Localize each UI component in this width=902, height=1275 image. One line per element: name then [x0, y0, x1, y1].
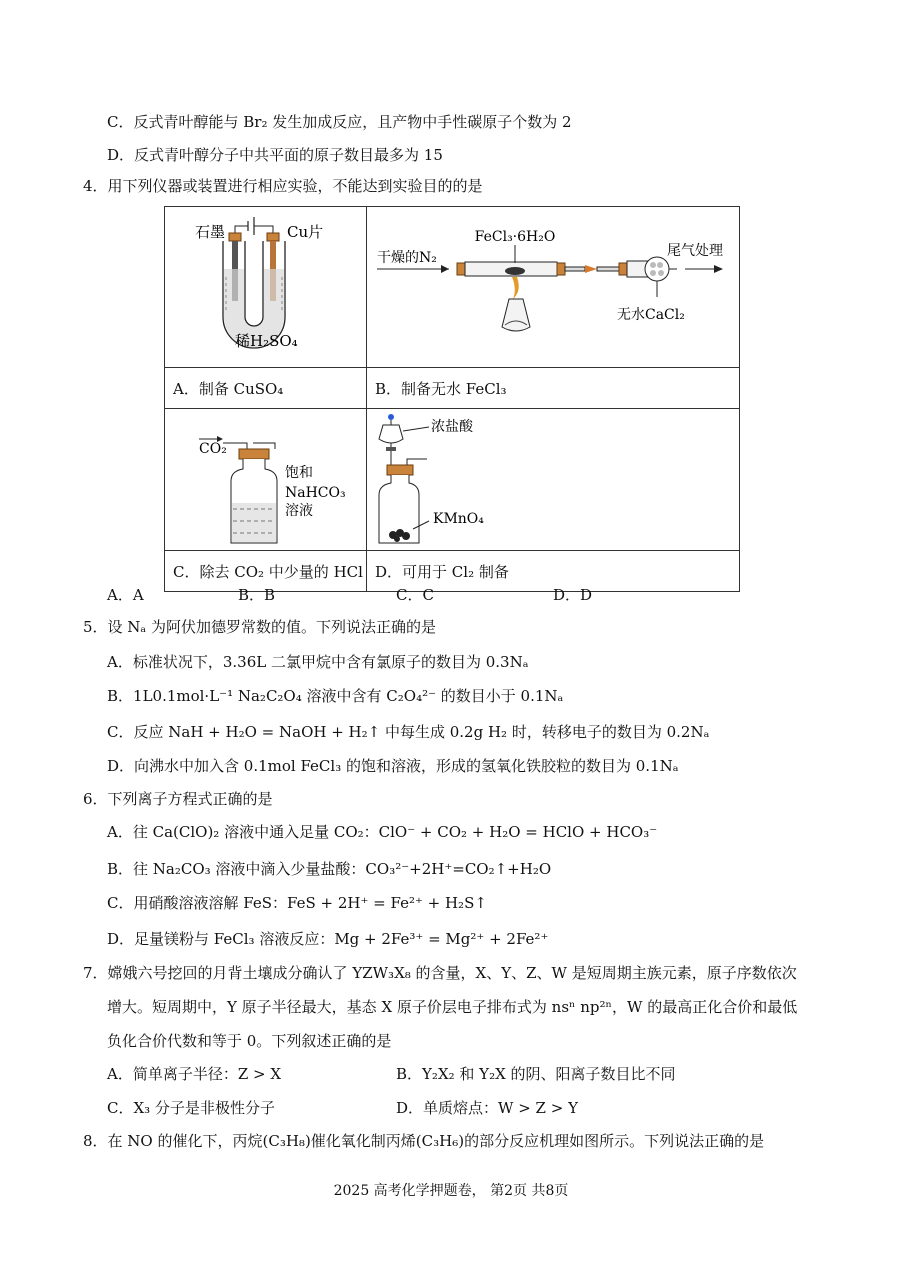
caption-c: C．除去 CO₂ 中少量的 HCl	[165, 551, 367, 592]
label-kmno4: KMnO₄	[433, 511, 484, 527]
electrolysis-u-tube-icon	[165, 207, 366, 363]
q8-stem: 8．在 NO 的催化下，丙烷(C₃H₈)催化氧化制丙烯(C₃H₆)的部分反应机理如图所示。下列说法正确的是	[83, 1132, 765, 1150]
q6-stem: 6．下列离子方程式正确的是	[83, 790, 273, 808]
q6-option-a: A．往 Ca(ClO)₂ 溶液中通入足量 CO₂：ClO⁻ + CO₂ + H₂O = HClO + HCO₃⁻	[107, 823, 658, 841]
apparatus-b-figure	[367, 207, 740, 368]
q4-choice-c: C．C	[396, 586, 434, 604]
caption-d: D．可用于 Cl₂ 制备	[367, 551, 740, 592]
caption-b: B．制备无水 FeCl₃	[367, 368, 740, 409]
q4-choice-a: A．A	[107, 586, 144, 604]
q7-line2: 增大。短周期中，Y 原子半径最大，基态 X 原子价层电子排布式为 nsⁿ np²ⁿ，W 的最高正化合价和最低	[107, 998, 798, 1016]
label-solution: 溶液	[285, 503, 313, 519]
q5-option-b: B．1L0.1mol·L⁻¹ Na₂C₂O₄ 溶液中含有 C₂O₄²⁻ 的数目小于 0.1Nₐ	[107, 687, 564, 705]
label-conc-hcl: 浓盐酸	[431, 419, 473, 435]
q4-stem: 4．用下列仪器或装置进行相应实验，不能达到实验目的的是	[83, 177, 483, 195]
label-fecl3-hydrate: FeCl₃·6H₂O	[474, 229, 556, 245]
apparatus-a-figure	[165, 207, 367, 368]
tube-furnace-icon	[367, 207, 739, 363]
label-dry-n2: 干燥的N₂	[377, 250, 437, 266]
label-anhydrous-cacl2: 无水CaCl₂	[617, 307, 685, 323]
label-dilute-h2so4: 稀H₂SO₄	[235, 332, 298, 350]
caption-a: A．制备 CuSO₄	[165, 368, 367, 409]
q6-option-d: D．足量镁粉与 FeCl₃ 溶液反应：Mg + 2Fe³⁺ = Mg²⁺ + 2Fe²⁺	[107, 930, 549, 948]
q3-option-c: C．反式青叶醇能与 Br₂ 发生加成反应，且产物中手性碳原子个数为 2	[107, 113, 572, 131]
q7-option-b: B．Y₂X₂ 和 Y₂X 的阴、阳离子数目比不同	[396, 1065, 676, 1083]
chlorine-generator-icon	[367, 409, 739, 546]
gas-washing-bottle-icon	[165, 409, 366, 546]
q5-option-a: A．标准状况下，3.36L 二氯甲烷中含有氯原子的数目为 0.3Nₐ	[107, 653, 529, 671]
label-tail-gas: 尾气处理	[667, 243, 723, 259]
q7-line1: 7．嫦娥六号挖回的月背土壤成分确认了 YZW₃X₈ 的含量，X、Y、Z、W 是短周期主族元素，原子序数依次	[83, 964, 797, 982]
label-cu-sheet: Cu片	[287, 223, 324, 241]
q5-option-d: D．向沸水中加入含 0.1mol FeCl₃ 的饱和溶液，形成的氢氧化铁胶粒的数目为 0.1Nₐ	[107, 757, 679, 775]
q7-option-c: C．X₃ 分子是非极性分子	[107, 1099, 275, 1117]
label-graphite: 石墨	[195, 223, 226, 241]
q5-stem: 5．设 Nₐ 为阿伏加德罗常数的值。下列说法正确的是	[83, 618, 436, 636]
label-saturated: 饱和	[285, 465, 313, 481]
q6-option-b: B．往 Na₂CO₃ 溶液中滴入少量盐酸：CO₃²⁻+2H⁺=CO₂↑+H₂O	[107, 860, 552, 878]
q7-option-d: D．单质熔点：W > Z > Y	[396, 1099, 578, 1117]
q7-option-a: A．简单离子半径：Z > X	[107, 1065, 282, 1083]
label-nahco3: NaHCO₃	[285, 485, 346, 501]
q3-option-d: D．反式青叶醇分子中共平面的原子数目最多为 15	[107, 146, 443, 164]
page-footer: 2025 高考化学押题卷， 第2页 共8页	[333, 1183, 569, 1199]
apparatus-d-figure	[367, 409, 740, 551]
q5-option-c: C．反应 NaH + H₂O = NaOH + H₂↑ 中每生成 0.2g H₂ 时，转移电子的数目为 0.2Nₐ	[107, 723, 710, 741]
q4-choice-b: B．B	[238, 586, 276, 604]
q7-line3: 负化合价代数和等于 0。下列叙述正确的是	[107, 1032, 392, 1050]
apparatus-c-figure	[165, 409, 367, 551]
q4-apparatus-table	[164, 206, 740, 592]
q4-choice-d: D．D	[553, 586, 593, 604]
label-co2-in: CO₂	[199, 441, 227, 457]
q6-option-c: C．用硝酸溶液溶解 FeS：FeS + 2H⁺ = Fe²⁺ + H₂S↑	[107, 894, 487, 912]
